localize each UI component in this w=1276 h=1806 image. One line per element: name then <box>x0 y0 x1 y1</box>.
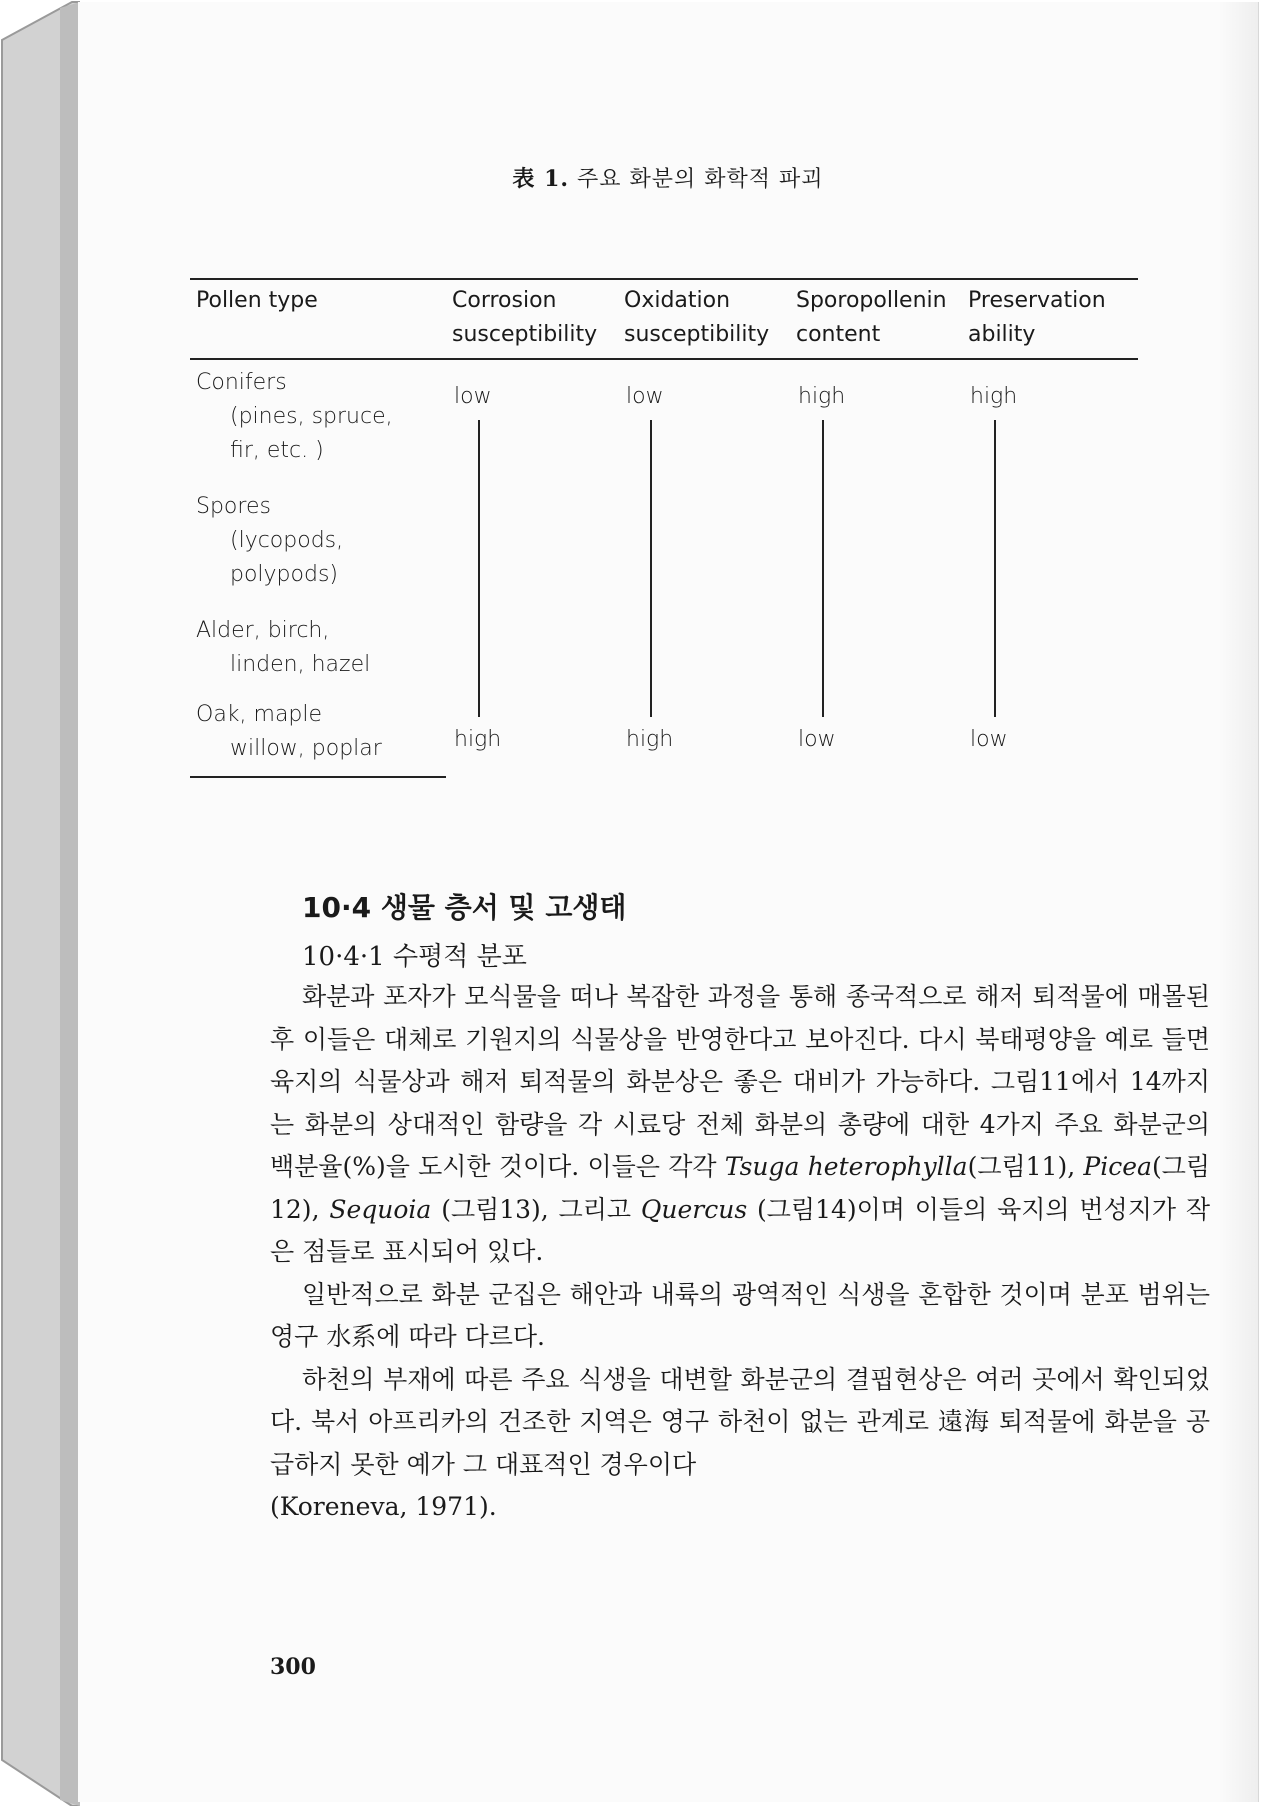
paragraph-1: 화분과 포자가 모식물을 떠나 복잡한 과정을 통해 종국적으로 해저 퇴적물에 매몰된 후 이들은 대체로 기원지의 식물상을 반영한다고 보아진다. 다시 북태평양을 예로 들면 육지의 식물상과 해저 퇴적물의 화분상은 좋은 대비가 가능하다. 그림11에서 14까지는 화분의 상대적인 함량을 각 시료당 전체 화분의 총량에 대한 4가지 주요 화분군의 백분율(%)을 도시한 것이다. 이들은 각각 Tsuga heterophylla(그림11), Picea(그림12), Sequoia (그림13), 그리고 Quercus (그림14)이며 이들의 육지의 번성지가 작은 점들로 표시되어 있다. <box>270 982 1210 1266</box>
range-top-label: low <box>626 384 664 409</box>
range-bottom-label: low <box>798 727 836 752</box>
range-preservation <box>962 359 1138 777</box>
body-text <box>270 976 1210 1529</box>
page-shadow <box>1218 2 1258 1802</box>
page-number: 300 <box>270 1654 316 1680</box>
taxon-quercus: Quercus <box>640 1194 748 1224</box>
range-line <box>822 420 824 717</box>
header-corrosion: Corrosion susceptibility <box>446 279 618 359</box>
range-bottom-label: high <box>626 727 674 752</box>
section-heading: 10·4 생물 층서 및 고생태 <box>302 891 627 924</box>
range-oxidation <box>618 359 790 777</box>
table-caption-text: 주요 화분의 화학적 파괴 <box>569 167 824 192</box>
row-label-oak: Oak, maple willow, poplar <box>190 692 446 777</box>
header-oxidation: Oxidation susceptibility <box>618 279 790 359</box>
table-caption <box>78 162 1258 193</box>
paragraph-2: 일반적으로 화분 군집은 해안과 내륙의 광역적인 식생을 혼합한 것이며 분포 범위는 영구 水系에 따라 다르다. <box>270 1279 1210 1351</box>
header-sporopollenin: Sporopollenin content <box>790 279 962 359</box>
book-spine <box>0 0 80 1806</box>
row-label-conifers: Conifers (pines, spruce, fir, etc. ) <box>196 370 393 463</box>
range-sporopollenin <box>790 359 962 777</box>
header-pollen-type: Pollen type <box>190 279 446 359</box>
table-row <box>190 359 1138 484</box>
range-top-label: high <box>970 384 1018 409</box>
pollen-table <box>190 278 1138 778</box>
taxon-picea: Picea <box>1083 1152 1152 1181</box>
range-top-label: high <box>798 384 846 409</box>
range-bottom-label: low <box>970 727 1008 752</box>
table-caption-label: 表 1. <box>512 166 570 192</box>
section-subheading: 10·4·1 수평적 분포 <box>302 942 527 972</box>
range-bottom-label: high <box>454 727 502 752</box>
range-line <box>994 420 996 717</box>
paragraph-3: 하천의 부재에 따른 주요 식생을 대변할 화분군의 결핍현상은 여러 곳에서 확인되었다. 북서 아프리카의 건조한 지역은 영구 하천이 없는 관계로 遠海 퇴적물에 화분을 공급하지 못한 예가 그 대표적인 경우이다 <box>270 1364 1210 1479</box>
row-label-alder: Alder, birch, linden, hazel <box>196 618 371 677</box>
row-label-spores: Spores (lycopods, polypods) <box>196 494 344 587</box>
range-corrosion <box>446 359 618 777</box>
citation: (Koreneva, 1971). <box>270 1492 497 1521</box>
taxon-sequoia: Sequoia <box>329 1194 432 1224</box>
range-line <box>650 420 652 717</box>
book-page <box>78 2 1259 1802</box>
table-header-row <box>190 279 1138 359</box>
range-line <box>478 420 480 717</box>
range-top-label: low <box>454 384 492 409</box>
header-preservation: Preservation ability <box>962 279 1138 359</box>
taxon-tsuga: Tsuga heterophylla <box>724 1152 968 1181</box>
